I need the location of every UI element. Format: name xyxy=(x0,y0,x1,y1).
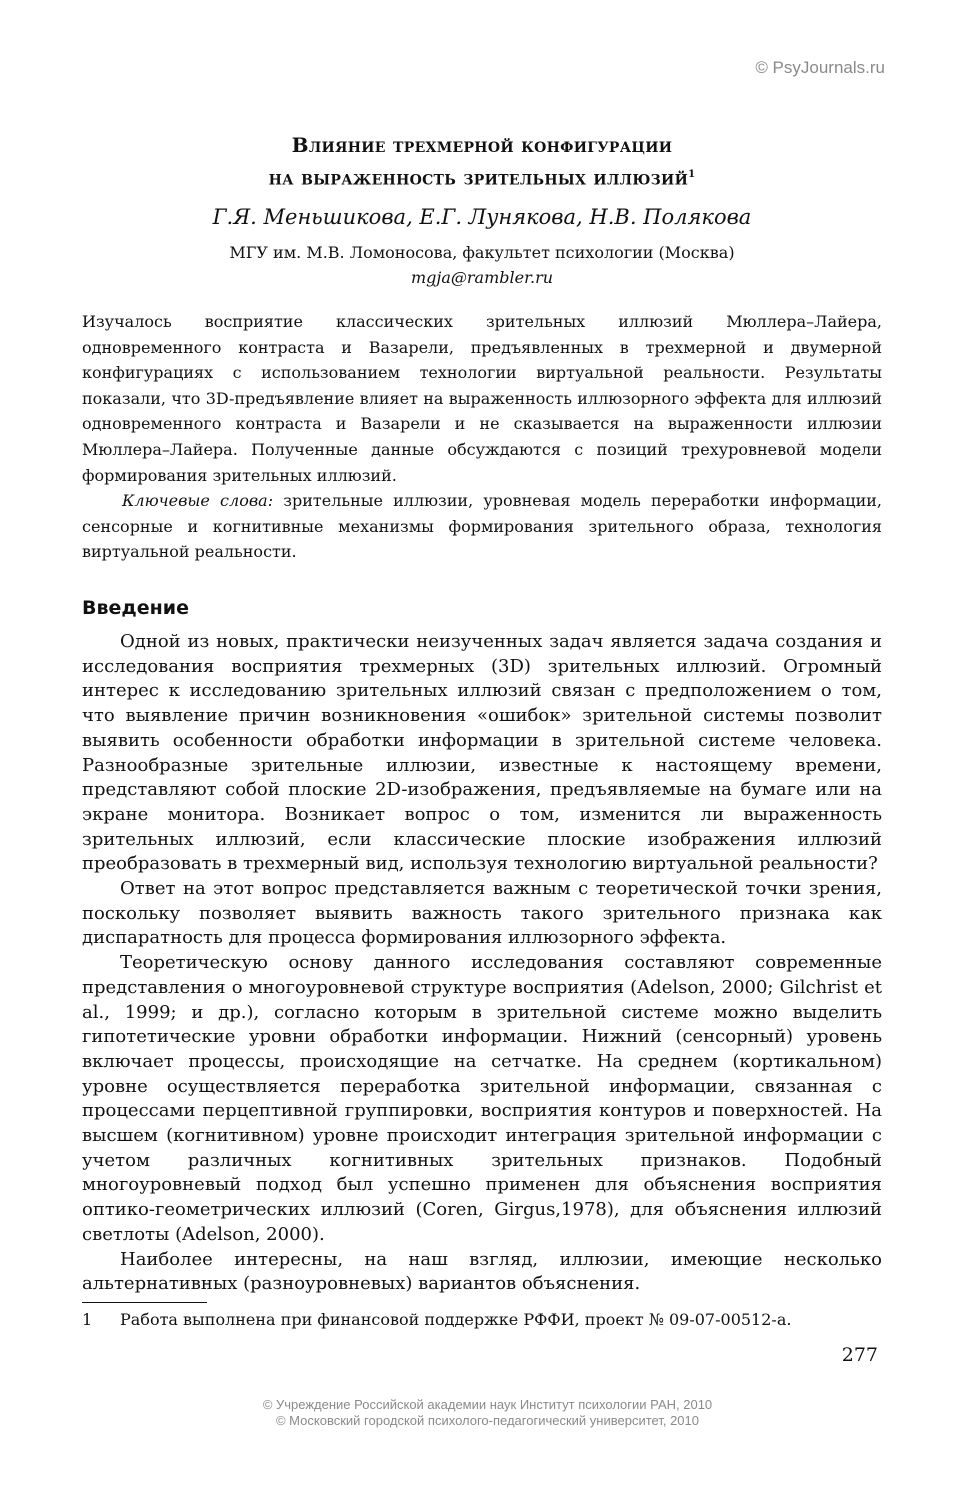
keywords-text: зрительные иллюзии, уровневая модель переработки информации, сенсорные и когнитивные механизмы формирования зрительного образа, технология виртуальной реальности. xyxy=(82,491,883,562)
paragraph: Одной из новых, практически неизученных задач является задача создания и исследования восприятия трехмерных (3D) зрительных иллюзий. Огромный интерес к исследованию зрительных иллюзий связан с предположением о том, что выявление причин возникновения «ошибок» зрительной системы позволит выявить особенности обработки информации в зрительной системе человека. Разнообразные зрительные иллюзии, известные к настоящему времени, представляют собой плоские 2D-изображения, предъявляемые на бумаге или на экране монитора. Возникает вопрос о том, изменится ли выраженность зрительных иллюзий, если классические плоские изображения иллюзий преобразовать в трехмерный вид, используя технологию виртуальной реальности? xyxy=(82,631,882,875)
affiliation-block xyxy=(82,240,882,290)
paragraph: Наиболее интересны, на наш взгляд, иллюзии, имеющие несколько альтернативных (разноуровневых) вариантов объяснения. xyxy=(82,1248,882,1295)
abstract-block xyxy=(82,309,882,565)
paragraph: Ответ на этот вопрос представляется важным с теоретической точки зрения, поскольку позволяет выявить важность такого зрительного признака как диспаратность для процесса формирования иллюзорного эффекта. xyxy=(82,878,882,949)
keywords-label: Ключевые слова: xyxy=(122,491,274,511)
article-title-line-2 xyxy=(82,160,882,193)
copyright-line-2: © Московский городской психолого-педагогический университет, 2010 xyxy=(275,1413,699,1428)
title-footnote-mark: 1 xyxy=(688,169,696,180)
author-email[interactable]: mgja@rambler.ru xyxy=(410,268,554,287)
article-title xyxy=(82,130,882,193)
page-number: 277 xyxy=(841,1344,878,1366)
abstract: Изучалось восприятие классических зрительных иллюзий Мюллера–Лайера, одновременного контраста и Вазарели, предъявленных в трехмерной и двумерной конфигурациях с использованием технологии виртуальной реальности. Результаты показали, что 3D-предъявление влияет на выраженность иллюзорного эффекта для иллюзий одновременного контраста и Вазарели и не сказывается на выраженности иллюзии Мюллера–Лайера. Полученные данные обсуждаются с позиций трехуровневой модели формирования зрительных иллюзий. xyxy=(82,312,882,485)
footnote-text: Работа выполнена при финансовой поддержке РФФИ, проект № 09-07-00512-а. xyxy=(120,1310,792,1329)
authors: Г.Я. Меньшикова, Е.Г. Лунякова, Н.В. Полякова xyxy=(212,205,752,229)
section-heading: Введение xyxy=(82,597,189,619)
copyright-block xyxy=(0,1397,975,1429)
footnote-divider xyxy=(82,1302,207,1303)
article-title-line-2-text: на выраженность зрительных иллюзий xyxy=(268,165,689,190)
keywords xyxy=(82,488,882,565)
affiliation: МГУ им. М.В. Ломоносова, факультет психологии (Москва) xyxy=(229,243,735,262)
footnote-number: 1 xyxy=(82,1310,93,1329)
paragraph: Теоретическую основу данного исследования составляют современные представления о многоуровневой структуре восприятия (Adelson, 2000; Gilchrist et al., 1999; и др.), согласно которым в зрительной системе можно выделить гипотетические уровни обработки информации. Нижний (сенсорный) уровень включает процессы, происходящие на сетчатке. На среднем (кортикальном) уровне осуществляется переработка зрительной информации, связанная с процессами перцептивной группировки, восприятия контуров и поверхностей. На высшем (когнитивном) уровне происходит интеграция зрительной информации с учетом различных когнитивных зрительных признаков. Подобный многоуровневый подход был успешно применен для объяснения восприятия оптико-геометрических иллюзий (Coren, Girgus,1978), для объяснения иллюзий светлоты (Adelson, 2000). xyxy=(82,952,882,1245)
body-text xyxy=(82,630,882,1297)
footnote xyxy=(82,1309,882,1331)
watermark: © PsyJournals.ru xyxy=(755,58,885,77)
copyright-line-1: © Учреждение Российской академии наук Институт психологии РАН, 2010 xyxy=(262,1397,713,1412)
article-title-line-1: Влияние трехмерной конфигурации xyxy=(291,133,673,157)
